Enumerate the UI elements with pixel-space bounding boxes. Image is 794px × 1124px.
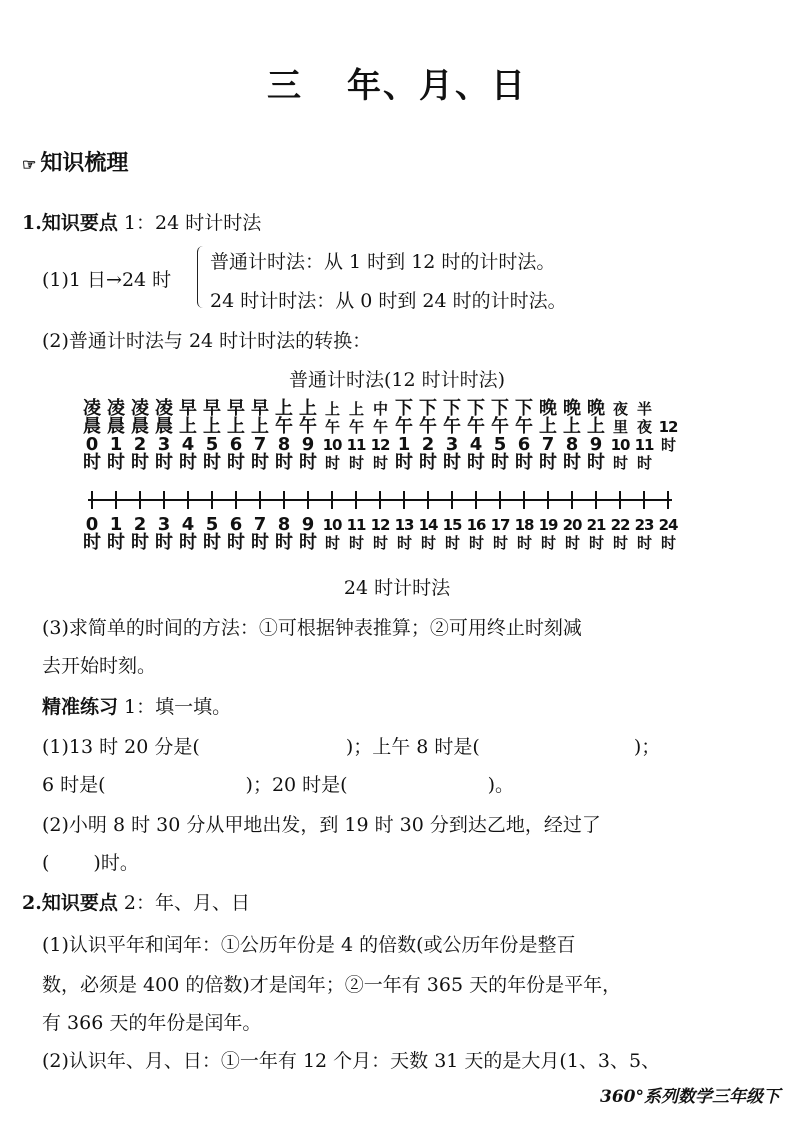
chapter-number: 三 bbox=[267, 66, 303, 106]
knowledge-point-1: 1.知识要点 1：24 时计时法 bbox=[22, 212, 262, 234]
item3-line2: 去开始时刻。 bbox=[42, 655, 157, 677]
twelve-hour-label: 下 午 6 时 bbox=[515, 398, 533, 473]
twenty-four-hour-label: 8 时 bbox=[275, 514, 293, 553]
twelve-hour-label: 下 午 4 时 bbox=[467, 398, 485, 473]
timeline-top-caption: 普通计时法(12 时计时法) bbox=[288, 369, 506, 391]
twelve-hour-label: 夜 里 10 时 bbox=[610, 400, 630, 472]
twelve-hour-label: 下 午 5 时 bbox=[491, 398, 509, 473]
practice-1: 精准练习 1：填一填。 bbox=[42, 696, 232, 718]
twelve-hour-label: 晚 上 9 时 bbox=[587, 398, 605, 473]
twelve-hour-label: 上 午 8 时 bbox=[275, 398, 293, 473]
year-line2: 数，必须是 400 的倍数)才是闰年；②一年有 365 天的年份是平年， bbox=[42, 974, 622, 996]
item1-left: (1)1 日→24 时 bbox=[42, 269, 172, 291]
twelve-hour-label: 上 午 9 时 bbox=[299, 398, 317, 473]
twenty-four-hour-label: 2 时 bbox=[131, 514, 149, 553]
twelve-hour-label: 晚 上 7 时 bbox=[539, 398, 557, 473]
twenty-four-hour-label: 22 时 bbox=[610, 516, 630, 552]
practice-q2-line1: (2)小明 8 时 30 分从甲地出发，到 19 时 30 分到达乙地，经过了 bbox=[42, 814, 601, 836]
item1-line-a: 普通计时法：从 1 时到 12 时的计时法。 bbox=[210, 251, 556, 273]
twelve-hour-label: 中 午 12 时 bbox=[370, 400, 390, 472]
item3-line1: (3)求简单的时间的方法：①可根据钟表推算；②可用终止时刻减 bbox=[42, 617, 582, 639]
chapter-name: 年、月、日 bbox=[347, 66, 527, 106]
twelve-hour-label: 上 午 10 时 bbox=[322, 400, 342, 472]
footer-series: 360°系列数学三年级下 bbox=[600, 1087, 780, 1107]
twelve-hour-label: 凌 晨 0 时 bbox=[83, 398, 101, 473]
twelve-hour-label: 早 上 4 时 bbox=[179, 398, 197, 473]
twelve-hour-label: 下 午 1 时 bbox=[395, 398, 413, 473]
twenty-four-hour-label: 7 时 bbox=[251, 514, 269, 553]
twelve-hour-label: 上 午 11 时 bbox=[346, 400, 366, 472]
twenty-four-hour-label: 6 时 bbox=[227, 514, 245, 553]
knowledge-point-2: 2.知识要点 2：年、月、日 bbox=[22, 892, 250, 914]
twenty-four-hour-label: 0 时 bbox=[83, 514, 101, 553]
twelve-hour-label: 下 午 3 时 bbox=[443, 398, 461, 473]
twelve-hour-label: 12 时 bbox=[658, 418, 678, 454]
twelve-hour-label: 凌 晨 2 时 bbox=[131, 398, 149, 473]
twenty-four-hour-label: 10 时 bbox=[322, 516, 342, 552]
twenty-four-hour-label: 11 时 bbox=[346, 516, 366, 552]
section-label: 知识梳理 bbox=[40, 150, 129, 176]
section-header bbox=[22, 146, 128, 177]
twelve-hour-label: 凌 晨 3 时 bbox=[155, 398, 173, 473]
knowledge-point-heading: 知识要点 bbox=[41, 892, 118, 914]
page-title bbox=[0, 58, 794, 107]
time-conversion-figure bbox=[68, 400, 688, 560]
twenty-four-hour-label: 5 时 bbox=[203, 514, 221, 553]
twelve-hour-label: 早 上 5 时 bbox=[203, 398, 221, 473]
practice-q1-line2: 6 时是( )；20 时是( )。 bbox=[42, 774, 515, 796]
year-line1: (1)认识平年和闰年：①公历年份是 4 的倍数(或公历年份是整百 bbox=[42, 934, 576, 956]
timeline-bottom-caption: 24 时计时法 bbox=[343, 577, 451, 599]
brace bbox=[197, 246, 206, 308]
twenty-four-hour-label: 19 时 bbox=[538, 516, 558, 552]
practice-q1-line1: (1)13 时 20 分是( )；上午 8 时是( )； bbox=[42, 736, 661, 758]
twenty-four-hour-label: 21 时 bbox=[586, 516, 606, 552]
twenty-four-hour-label: 18 时 bbox=[514, 516, 534, 552]
twelve-hour-label: 晚 上 8 时 bbox=[563, 398, 581, 473]
twenty-four-hour-label: 24 时 bbox=[658, 516, 678, 552]
twenty-four-hour-label: 17 时 bbox=[490, 516, 510, 552]
twenty-four-hour-label: 20 时 bbox=[562, 516, 582, 552]
twenty-four-hour-label: 3 时 bbox=[155, 514, 173, 553]
year-line4: (2)认识年、月、日：①一年有 12 个月：天数 31 天的是大月(1、3、5、 bbox=[42, 1050, 661, 1072]
twenty-four-hour-label: 12 时 bbox=[370, 516, 390, 552]
twelve-hour-label: 下 午 2 时 bbox=[419, 398, 437, 473]
twenty-four-hour-label: 4 时 bbox=[179, 514, 197, 553]
twelve-hour-label: 早 上 7 时 bbox=[251, 398, 269, 473]
item2: (2)普通计时法与 24 时计时法的转换： bbox=[42, 330, 372, 352]
twenty-four-hour-label: 15 时 bbox=[442, 516, 462, 552]
twenty-four-hour-label: 1 时 bbox=[107, 514, 125, 553]
pointing-hand-icon: ☞ bbox=[22, 155, 37, 174]
twenty-four-hour-label: 23 时 bbox=[634, 516, 654, 552]
year-line3: 有 366 天的年份是闰年。 bbox=[42, 1012, 262, 1034]
twelve-hour-label: 早 上 6 时 bbox=[227, 398, 245, 473]
twelve-hour-label: 半 夜 11 时 bbox=[634, 400, 654, 472]
twenty-four-hour-label: 13 时 bbox=[394, 516, 414, 552]
knowledge-point-heading: 知识要点 bbox=[41, 212, 118, 234]
twenty-four-hour-label: 16 时 bbox=[466, 516, 486, 552]
practice-heading: 精准练习 bbox=[42, 696, 119, 718]
twelve-hour-label: 凌 晨 1 时 bbox=[107, 398, 125, 473]
practice-q2-line2: ( )时。 bbox=[42, 852, 139, 874]
twenty-four-hour-label: 9 时 bbox=[299, 514, 317, 553]
twenty-four-hour-label: 14 时 bbox=[418, 516, 438, 552]
item1-line-b: 24 时计时法：从 0 时到 24 时的计时法。 bbox=[210, 290, 567, 312]
